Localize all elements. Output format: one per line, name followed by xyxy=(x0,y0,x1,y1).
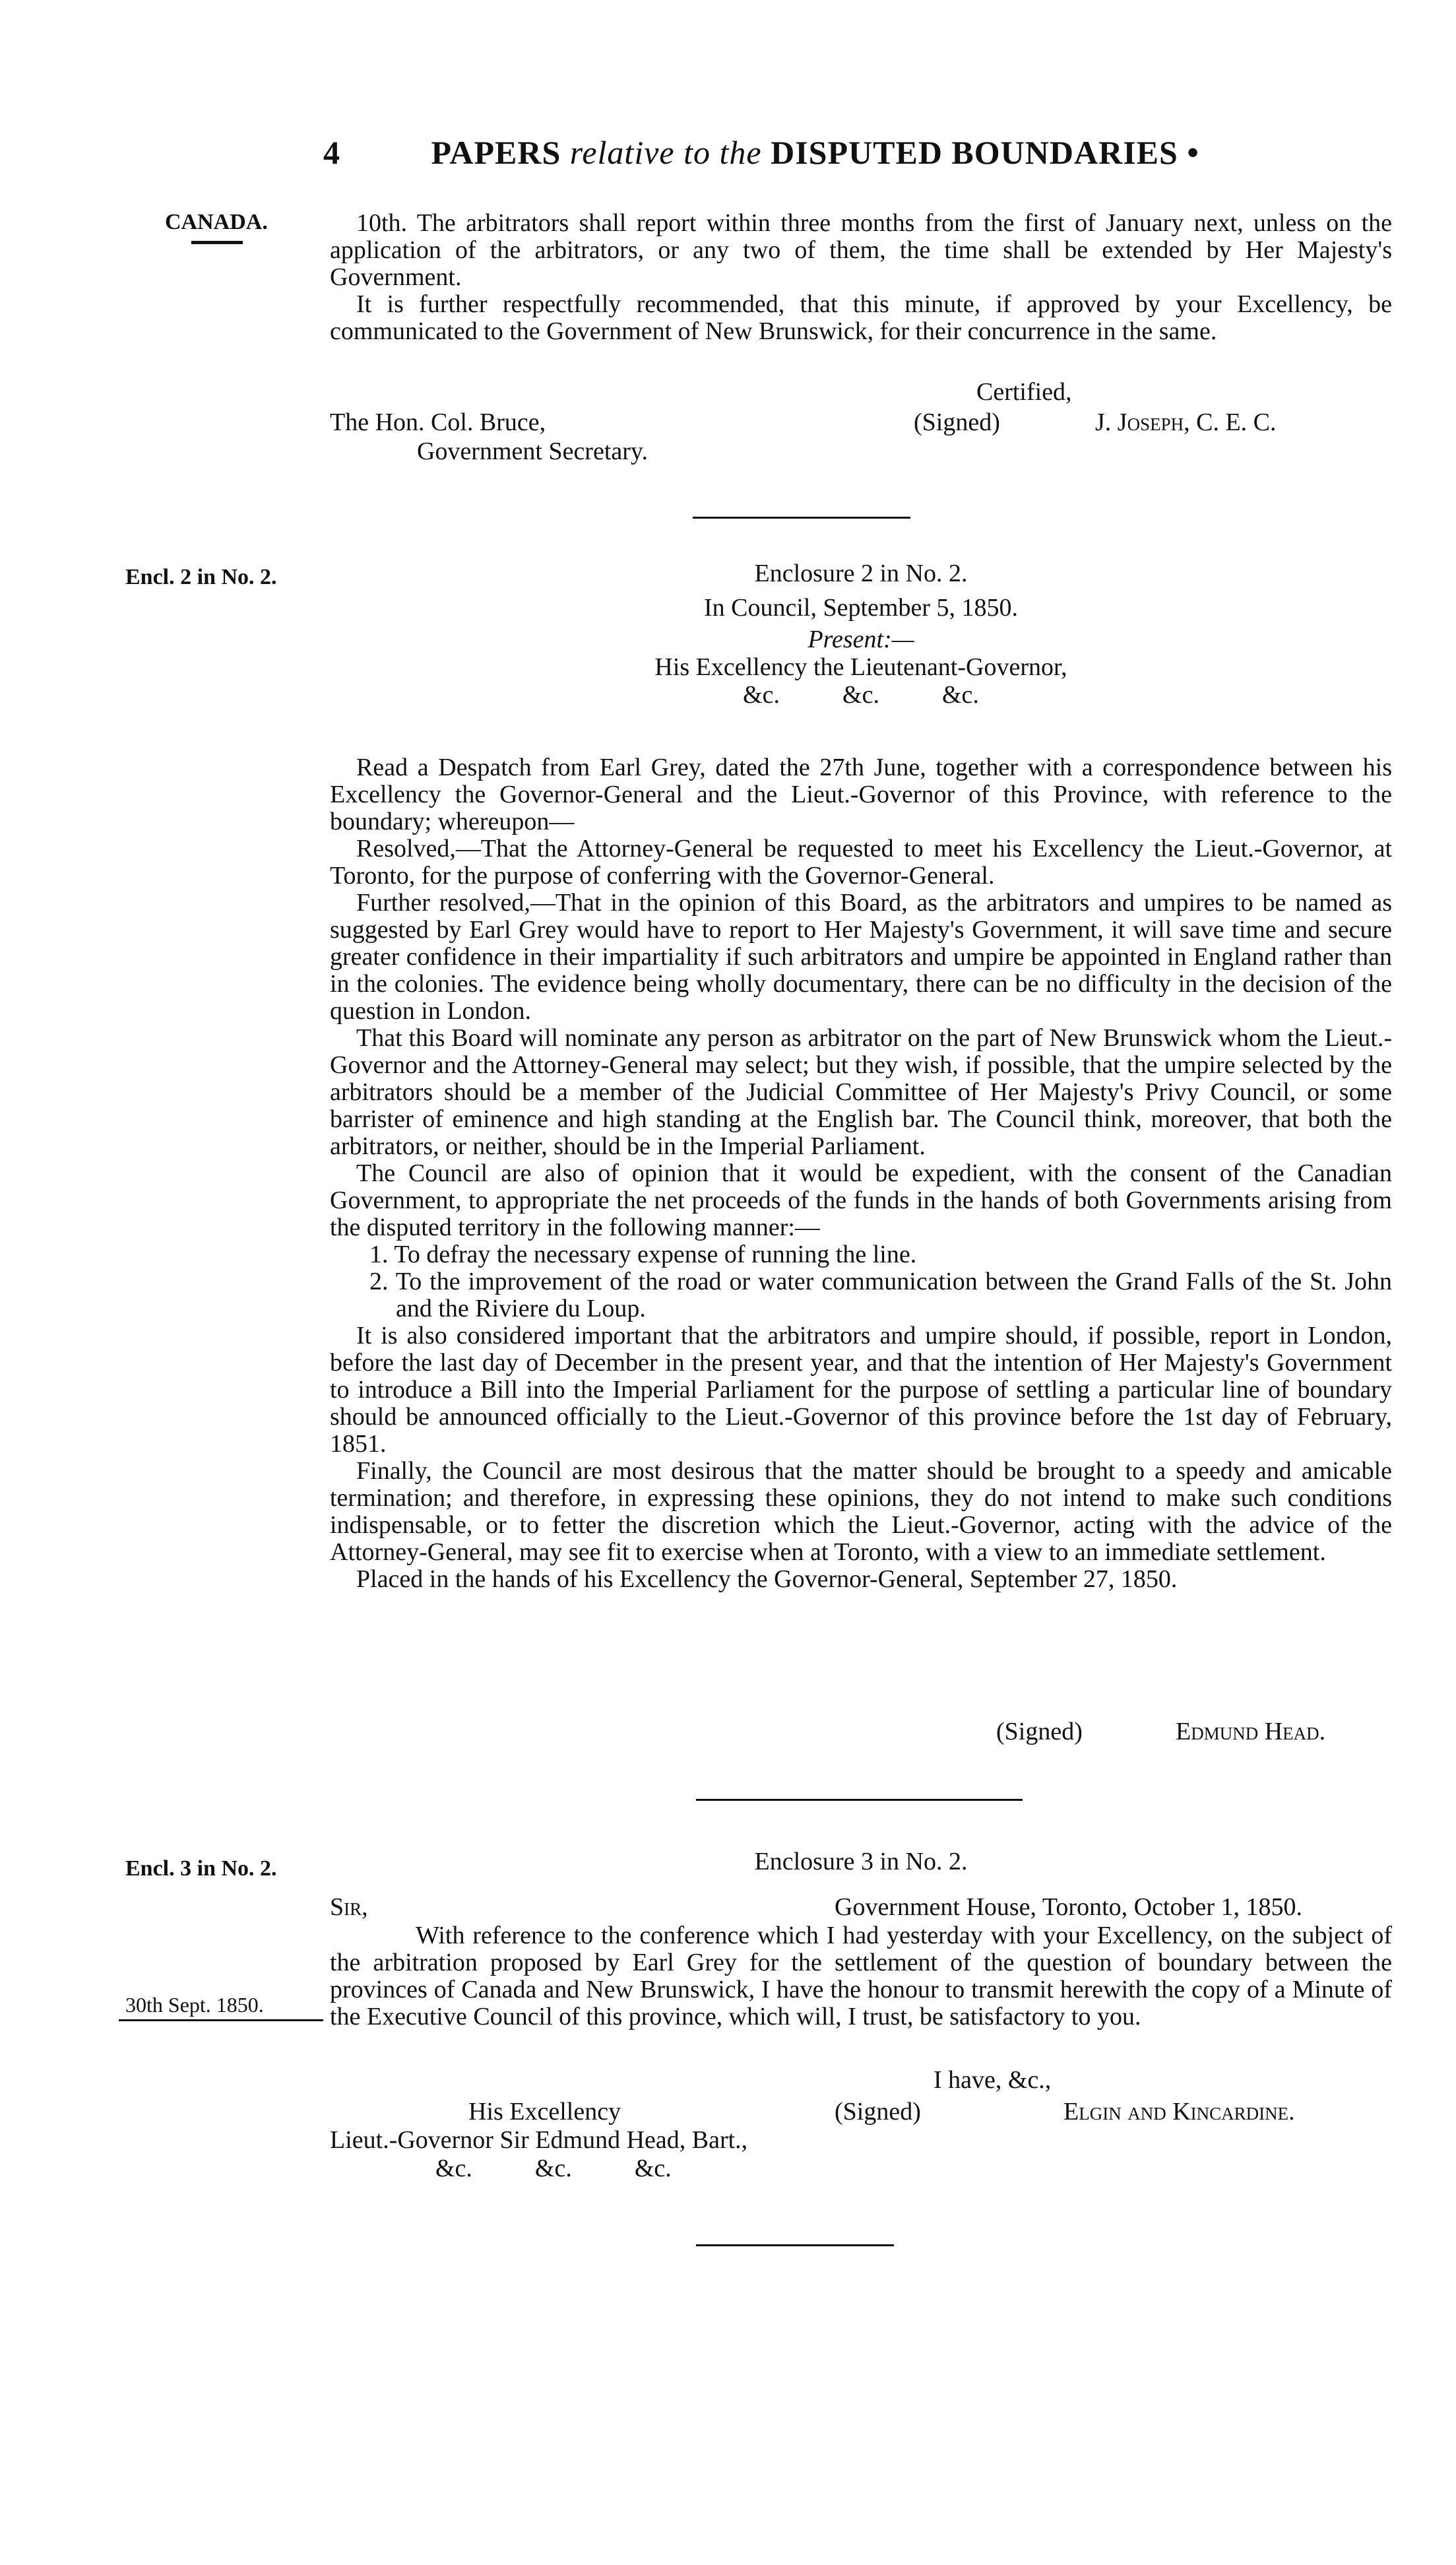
encl3-body: With reference to the conference which I had yesterday with your Excellency, on the subject of the arbitration proposed by Earl Grey for the settlement of the question of boundary between the provinces of Canada and New Brunswick, I have the honour to transmit herewith the copy of a Minute of the Executive Council of this province, which will, I trust, be satisfactory to you. xyxy=(330,1922,1392,2030)
signer-head: Edmund Head. xyxy=(1176,1718,1326,1745)
addressee-bruce: The Hon. Col. Bruce, xyxy=(330,408,546,436)
encl2-present: Present:— xyxy=(807,626,914,653)
encl2-p8: Placed in the hands of his Excellency the Governor-General, September 27, 1850. xyxy=(356,1565,1178,1593)
section1-text xyxy=(330,210,1392,345)
encl3-body-wrap xyxy=(330,1922,1392,2030)
encl3-etc: &c. &c. &c. xyxy=(435,2155,672,2182)
encl2-p5: The Council are also of opinion that it would be expedient, with the consent of the Canadian Government, to appropriate the net proceeds of the funds in the hands of both Governments arising from the disputed territory in the following manner:— xyxy=(330,1159,1392,1241)
encl2-p1: Read a Despatch from Earl Grey, dated the 27th June, together with a correspondence between his Excellency the Governor-General and the Lieut.-Governor of this Province, with reference to the boundary; whereupon— xyxy=(330,754,1392,835)
divider-2 xyxy=(696,1799,1023,1801)
encl3-signed: (Signed) xyxy=(835,2098,921,2126)
margin-encl2: Encl. 2 in No. 2. xyxy=(125,565,277,589)
signer-joseph: J. Joseph, C. E. C. xyxy=(1095,408,1277,436)
margin-canada-rule xyxy=(191,241,243,244)
encl2-p4: That this Board will nominate any person as arbitrator on the part of New Brunswick whom the Lieut.-Governor and the Attorney-General may select; but they wish, if possible, that the umpire selected by the arbitrators should be a member of the Judicial Committee of Her Majesty's Privy Council, or some barrister of eminence and high standing at the English bar. The Council think, moreover, that both the arbitrators, or neither, should be in the Imperial Parliament. xyxy=(330,1024,1392,1160)
page-number: 4 xyxy=(323,134,340,171)
encl3-addressee1: His Excellency xyxy=(468,2098,621,2126)
encl2-body xyxy=(330,754,1392,1593)
header-title-mark: • xyxy=(1187,134,1199,171)
encl2-item1: 1. To defray the necessary expense of running the line. xyxy=(369,1241,917,1268)
header-title-part1: PAPERS xyxy=(431,134,561,171)
encl2-p6: It is also considered important that the arbitrators and umpire should, if possible, report in London, before the last day of December in the present year, and that the intention of Her Majesty's Government to introduce a Bill into the Imperial Parliament for the purpose of settling a particular line of boundary should be announced officially to the Lieut.-Governor of this province before the 1st day of February, 1851. xyxy=(330,1322,1392,1458)
certified-label: Certified, xyxy=(976,378,1072,406)
encl2-signed: (Signed) xyxy=(996,1718,1083,1745)
encl3-closing: I have, &c., xyxy=(934,2066,1052,2094)
section1-signed: (Signed) xyxy=(914,408,1000,436)
margin-canada: CANADA. xyxy=(165,210,268,234)
margin-encl3: Encl. 3 in No. 2. xyxy=(125,1856,277,1881)
encl2-p3: Further resolved,—That in the opinion of this Board, as the arbitrators and umpires to be named as suggested by Earl Grey would have to report to Her Majesty's Government, it will save time and secure greater confidence in their impartiality if such arbitrators and umpire be appointed in England rather than in the colonies. The evidence being wholly documentary, there can be no difficulty in the decision of the question in London. xyxy=(330,889,1392,1025)
encl3-heading: Enclosure 3 in No. 2. xyxy=(754,1848,968,1875)
signer-elgin: Elgin and Kincardine. xyxy=(1063,2098,1295,2126)
encl2-p2: Resolved,—That the Attorney-General be requested to meet his Excellency the Lieut.-Governor, at Toronto, for the purpose of conferring with the Governor-General. xyxy=(330,835,1392,890)
encl3-salutation: Sir, xyxy=(330,1893,368,1921)
encl2-header xyxy=(330,560,1392,709)
page-header xyxy=(323,133,1313,172)
margin-date-rule xyxy=(119,2019,323,2021)
encl3-addressee2: Lieut.-Governor Sir Edmund Head, Bart., xyxy=(330,2126,748,2154)
encl2-council: In Council, September 5, 1850. xyxy=(704,594,1018,622)
divider-1 xyxy=(693,517,910,519)
encl2-heading: Enclosure 2 in No. 2. xyxy=(754,560,968,587)
header-title-relative: relative to the xyxy=(569,134,762,171)
divider-3 xyxy=(696,2244,894,2246)
para-recommend: It is further respectfully recommended, that this minute, if approved by your Excellency, be communicated to the Government of New Brunswick, for their concurrence in the same. xyxy=(330,290,1392,345)
encl2-item2: 2. To the improvement of the road or water communication between the Grand Falls of the St. John and the Riviere du Loup. xyxy=(369,1268,1392,1322)
header-title-part2: DISPUTED BOUNDARIES xyxy=(771,134,1178,171)
encl2-excellency: His Excellency the Lieutenant-Governor, xyxy=(654,653,1067,681)
encl2-etc: &c. &c. &c. xyxy=(743,681,979,709)
encl3-place-date: Government House, Toronto, October 1, 1850. xyxy=(835,1893,1303,1921)
addressee-title: Government Secretary. xyxy=(417,438,648,465)
para-10th: 10th. The arbitrators shall report within three months from the first of January next, unless on the application of the arbitrators, or any two of them, the time shall be extended by Her Majesty's Government. xyxy=(330,209,1392,291)
margin-date-note: 30th Sept. 1850. xyxy=(125,1993,264,2017)
encl2-p7: Finally, the Council are most desirous that the matter should be brought to a speedy and amicable termination; and therefore, in expressing these opinions, they do not intend to make such conditions indispensable, or to fetter the discretion which the Lieut.-Governor, acting with the advice of the Attorney-General, may see fit to exercise when at Toronto, with a view to an immediate settlement. xyxy=(330,1457,1392,1566)
